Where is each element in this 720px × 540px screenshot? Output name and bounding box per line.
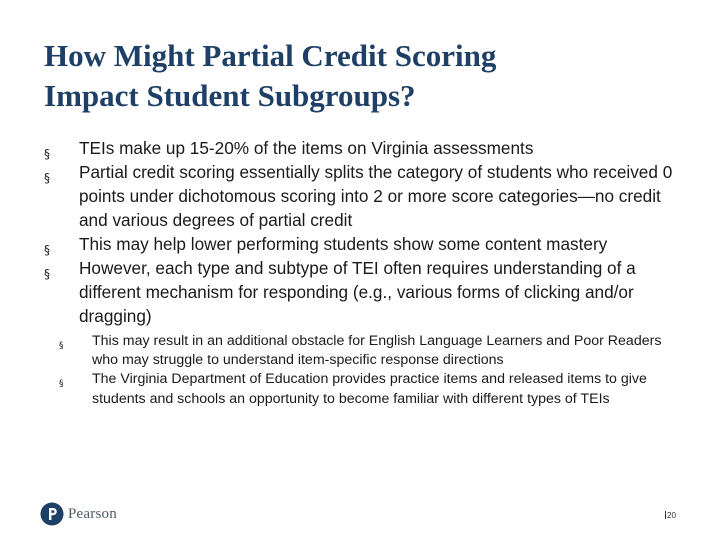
bullet-item xyxy=(44,256,684,328)
bullet-item xyxy=(44,136,684,160)
square-bullet-icon: § xyxy=(59,341,64,351)
bullet-list xyxy=(44,136,684,409)
slide-title xyxy=(44,36,684,116)
page-number xyxy=(665,511,676,521)
sub-bullet-text: The Virginia Department of Education provides practice items and released items to give students and schools an opportunity to become familiar with different types of TEIs xyxy=(92,371,647,407)
pearson-p-icon xyxy=(40,502,64,526)
bullet-item xyxy=(44,160,684,232)
sub-bullet-item xyxy=(44,370,684,408)
square-bullet-icon: § xyxy=(44,147,50,161)
slide-title-line-2: Impact Student Subgroups? xyxy=(44,78,416,113)
sub-bullet-text: This may result in an additional obstacle for English Language Learners and Poor Readers who may struggle to understand item-specific response directions xyxy=(92,333,662,369)
square-bullet-icon: § xyxy=(44,171,50,185)
bullet-text: However, each type and subtype of TEI often requires understanding of a different mechanism for responding (e.g., various forms of clicking and/or dragging) xyxy=(79,258,636,326)
page-number-value: 20 xyxy=(667,511,676,520)
bullet-text: Partial credit scoring essentially splits the category of students who received 0 points under dichotomous scoring into 2 or more score categories—no credit and various degrees of partial credit xyxy=(79,162,673,230)
pearson-wordmark: Pearson xyxy=(68,505,117,522)
bullet-text: This may help lower performing students show some content mastery xyxy=(79,234,608,254)
bullet-item xyxy=(44,232,684,256)
square-bullet-icon: § xyxy=(44,267,50,281)
pearson-logo xyxy=(40,502,117,526)
bullet-text: TEIs make up 15-20% of the items on Virginia assessments xyxy=(79,138,534,158)
sub-bullet-item xyxy=(44,332,684,370)
slide-title-line-1: How Might Partial Credit Scoring xyxy=(44,38,497,73)
square-bullet-icon: § xyxy=(44,243,50,257)
page-number-divider xyxy=(665,511,666,519)
square-bullet-icon: § xyxy=(59,379,64,390)
